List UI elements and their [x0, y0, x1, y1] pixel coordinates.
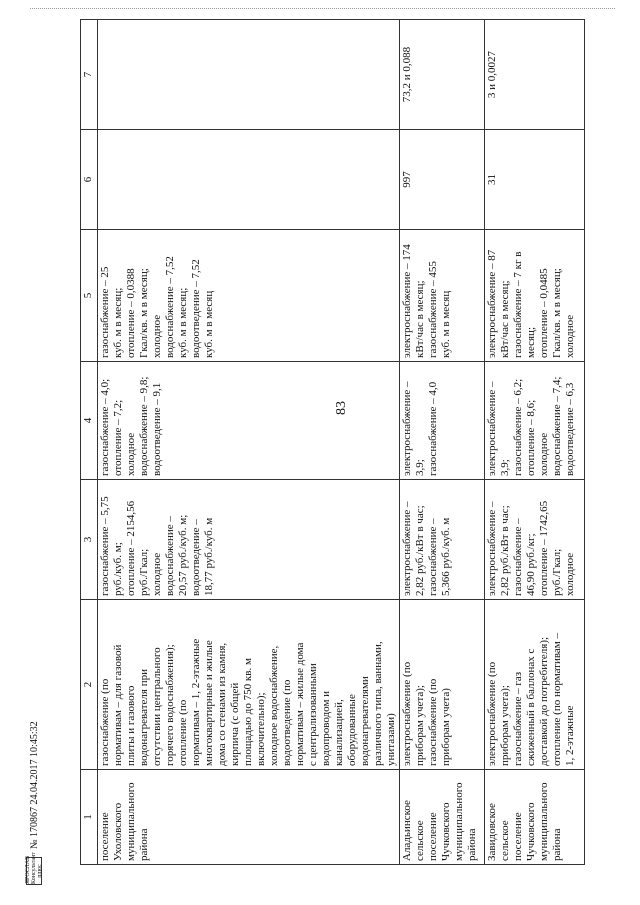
cell-share: 73,2 и 0,088	[400, 20, 485, 130]
document-footer	[20, 585, 48, 885]
cell-growth-index: электроснабжение – 3,9; газоснабжение – 6,2; отопление – 8,6; холодное водоснабжение – 7,4; водоотведение – 6,3	[485, 362, 585, 480]
consultant-logo: ЯРОСЛАВ Консультант плюс	[25, 852, 43, 884]
table-row	[400, 20, 485, 865]
cell-services: газоснабжение (по нормативам – для газовой плиты и газового водонагревателя при отсутствии центрального горячего водоснабжения); отопление (по нормативам – 1, 2-этажные многоквартирные и жилые дома со стенами из камня, кирпича (с общей площадью до 750 кв. м включительно); холодное водоснабжение, водоотведение (по нормативам – жилые дома с централизованными водопроводом и канализацией, оборудованные водонагревателями различного типа, ваннами, унитазами)	[98, 600, 400, 770]
table-row	[485, 20, 585, 865]
page-number: 83	[334, 401, 349, 415]
cell-population: 31	[485, 130, 585, 230]
cell-consumption: газоснабжение – 25 куб. м в месяц; отопление – 0,0388 Гкал/кв. м в месяц; холодное водоснабжение – 7,52 куб. м в месяц; водоотведение – 7,52 куб. м в месяц	[98, 230, 400, 362]
cell-share: 3 и 0,0027	[485, 20, 585, 130]
cell-tariffs: электроснабжение – 2,82 руб./кВт в час; газоснабжение – 46,90 руб./кг; отопление – 1742,65 руб./Гкал; холодное	[485, 480, 585, 600]
cell-services: электроснабжение (по приборам учета); газоснабжение – газ сжиженный в баллонах с доставкой до потребителя); отопление (по нормативам – 1, 2-этажные	[485, 600, 585, 770]
cell-growth-index: газоснабжение – 4,0; отопление – 7,2; холодное водоснабжение – 9,8; водоотведение – 9,1	[98, 362, 400, 480]
cell-settlement: поселение Ухоловского муниципального района	[98, 770, 400, 865]
cell-population	[98, 130, 400, 230]
cell-population: 997	[400, 130, 485, 230]
header-col-4: 4	[81, 362, 98, 480]
header-col-3: 3	[81, 480, 98, 600]
document-stamp: № 170867 24.04.2017 10:45:32	[28, 721, 40, 849]
header-col-5: 5	[81, 230, 98, 362]
cell-growth-index: электроснабжение – 3,9; газоснабжение – 4,0	[400, 362, 485, 480]
header-col-1: 1	[81, 770, 98, 865]
cell-settlement: Завидовское сельское поселение Чучковского муниципального района	[485, 770, 585, 865]
tariff-table	[80, 19, 585, 865]
header-col-6: 6	[81, 130, 98, 230]
cell-consumption: электроснабжение – 87 кВт/час в месяц; газоснабжение – 7 кг в месяц; отопление – 0,0485 Гкал/кв. м в месяц; холодное	[485, 230, 585, 362]
cell-share	[98, 20, 400, 130]
cell-settlement: Аладьинское сельское поселение Чучковского муниципального района	[400, 770, 485, 865]
table-header-row	[81, 20, 98, 865]
header-col-2: 2	[81, 600, 98, 770]
cell-consumption: электроснабжение – 174 кВт/час в месяц; газоснабжение – 455 куб. м в месяц	[400, 230, 485, 362]
tariff-table-rotated	[80, 20, 640, 865]
header-col-7: 7	[81, 20, 98, 130]
cell-tariffs: электроснабжение – 2,82 руб./кВт в час; газоснабжение – 5,366 руб./куб. м	[400, 480, 485, 600]
cell-services: электроснабжение (по приборам учета); газоснабжение (по приборам учета)	[400, 600, 485, 770]
top-scan-edge	[30, 8, 615, 9]
table-row	[98, 20, 400, 865]
cell-tariffs: газоснабжение – 5,75 руб./куб. м; отопление – 2154,56 руб./Гкал; холодное водоснабжение – 20,57 руб./куб. м; водоотведение – 18,77 руб./куб. м	[98, 480, 400, 600]
